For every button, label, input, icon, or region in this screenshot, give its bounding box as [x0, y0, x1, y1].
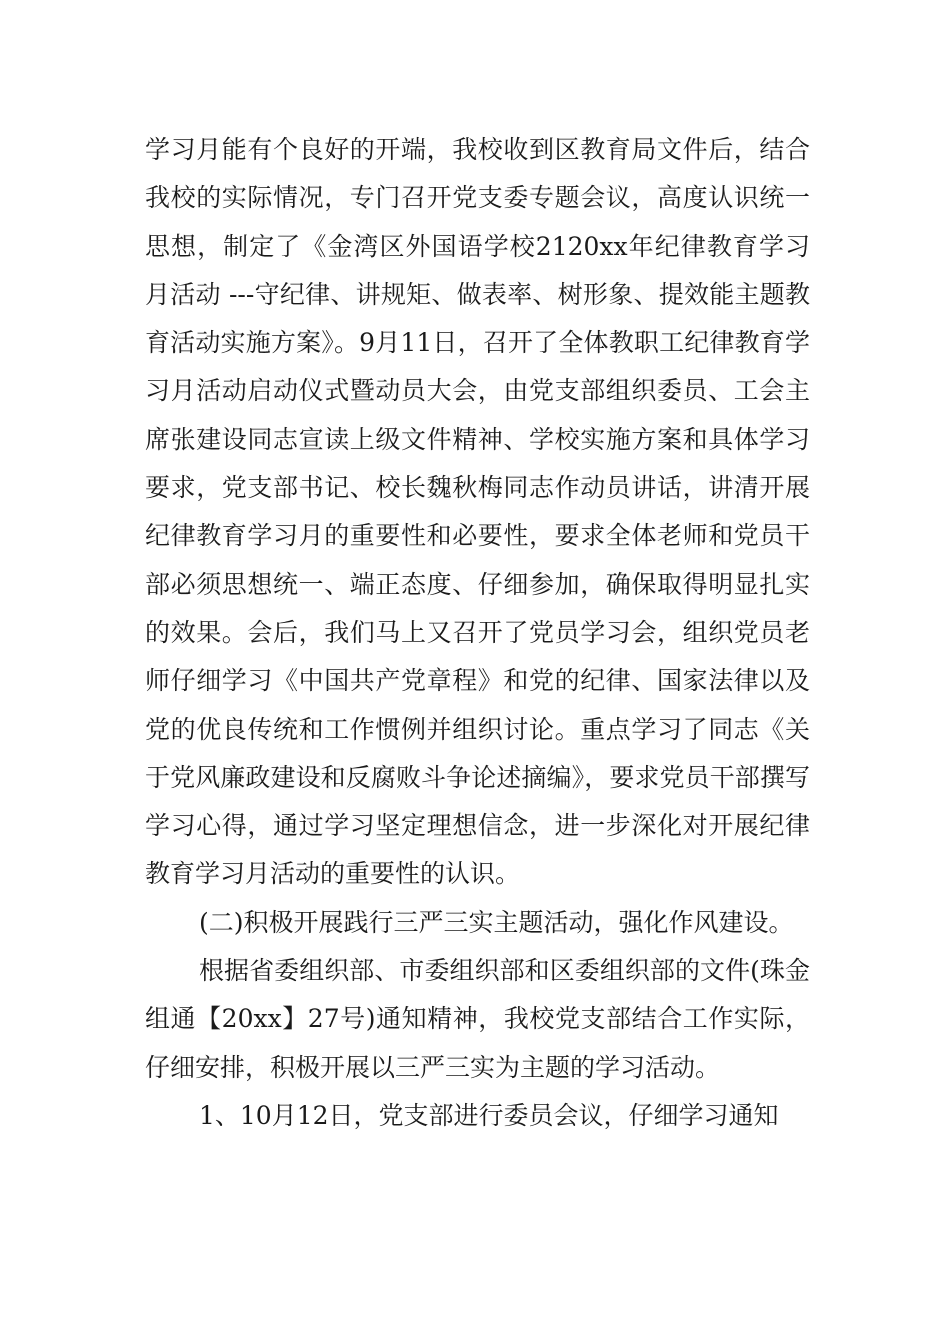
paragraph-item-1: 1、10月12日，党支部进行委员会议，仔细学习通知	[199, 1100, 779, 1130]
section-heading-three-strict-three-solid: (二)积极开展践行三严三实主题活动，强化作风建设。	[199, 907, 794, 937]
document-body	[145, 126, 810, 1140]
paragraph-study-arrangement: 根据省委组织部、市委组织部和区委组织部的文件(珠金组通【20xx】27号)通知精神，我校党支部结合工作实际，仔细安排，积极开展以三严三实为主题的学习活动。	[145, 956, 810, 1082]
paragraph-work-summary: 学习月能有个良好的开端，我校收到区教育局文件后，结合我校的实际情况，专门召开党支委专题会议，高度认识统一思想，制定了《金湾区外国语学校2120xx年纪律教育学习月活动 ---守纪律、讲规矩、做表率、树形象、提效能主题教育活动实施方案》。9月11日，召开了全体教职工纪律教育学习月活动启动仪式暨动员大会，由党支部组织委员、工会主席张建设同志宣读上级文件精神、学校实施方案和具体学习要求，党支部书记、校长魏秋梅同志作动员讲话，讲清开展纪律教育学习月的重要性和必要性，要求全体老师和党员干部必须思想统一、端正态度、仔细参加，确保取得明显扎实的效果。会后，我们马上又召开了党员学习会，组织党员老师仔细学习《中国共产党章程》和党的纪律、国家法律以及党的优良传统和工作惯例并组织讨论。重点学习了同志《关于党风廉政建设和反腐败斗争论述摘编》，要求党员干部撰写学习心得，通过学习坚定理想信念，进一步深化对开展纪律教育学习月活动的重要性的认识。	[145, 135, 810, 889]
